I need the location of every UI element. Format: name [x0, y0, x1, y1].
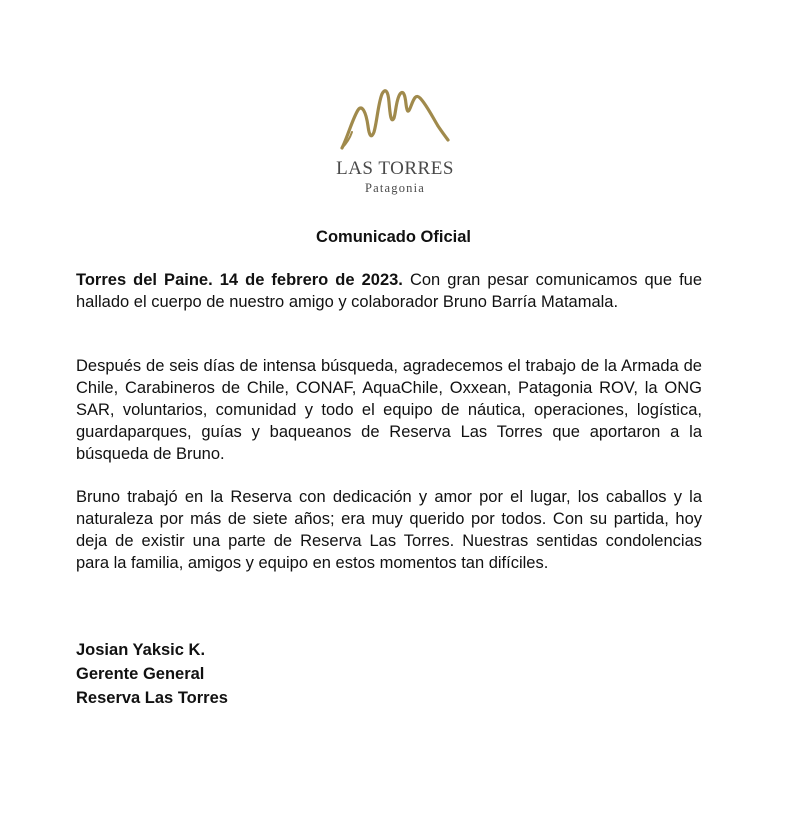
paragraph-acknowledgements: Después de seis días de intensa búsqueda, agradecemos el trabajo de la Armada de Chile, Carabineros de Chile, CONAF, AquaChile, Oxxean, Patagonia ROV, la ONG SAR, voluntarios, comunidad y todo el equipo de náutica, operaciones, logística, guardaparques, guías y baqueanos de Reserva Las Torres que aportaron a la búsqueda de Bruno.	[76, 357, 702, 463]
dateline: Torres del Paine. 14 de febrero de 2023.	[76, 271, 403, 289]
brand-name: LAS TORRES	[336, 158, 454, 179]
signature-block	[76, 638, 228, 710]
document-title: Comunicado Oficial	[316, 228, 471, 246]
brand-logo	[300, 82, 490, 200]
signatory-organization: Reserva Las Torres	[76, 689, 228, 707]
signatory-position: Gerente General	[76, 665, 205, 683]
announcement-text: Con gran pesar comunicamos que fue hallado el cuerpo de nuestro amigo y colaborador Bruno Barría Matamala.	[76, 271, 703, 311]
mountain-towers-icon	[338, 82, 452, 154]
brand-subtitle: Patagonia	[364, 181, 426, 195]
signatory-name: Josian Yaksic K.	[76, 641, 206, 659]
paragraph-announcement	[76, 269, 702, 313]
paragraph-condolences: Bruno trabajó en la Reserva con dedicación y amor por el lugar, los caballos y la naturaleza por más de siete años; era muy querido por todos. Con su partida, hoy deja de existir una parte de Reserva Las Torres. Nuestras sentidas condolencias para la familia, amigos y equipo en estos momentos tan difíciles.	[76, 488, 702, 572]
